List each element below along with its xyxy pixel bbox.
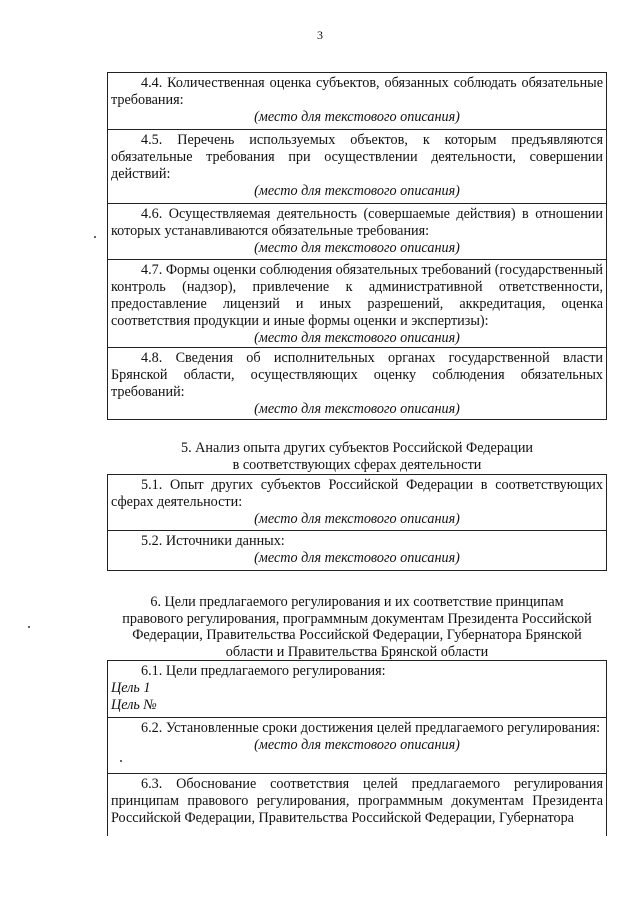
goal-n: Цель № [111,697,157,713]
scan-speck [94,236,96,238]
item-4-6-text: 4.6. Осуществляемая деятельность (совершаемые действия) в отношении которых устанавливаются обязательные требования: [111,206,603,239]
item-4-7 [108,259,606,347]
item-6-1 [108,661,606,717]
item-5-2-placeholder: (место для текстового описания) [254,550,460,566]
item-4-6-placeholder: (место для текстового описания) [254,240,460,256]
item-5-2-text: 5.2. Источники данных: [141,533,285,549]
item-4-8-text: 4.8. Сведения об исполнительных органах государственной власти Брянской области, осуществляющих оценку соблюдения обязательных требований: [111,350,603,400]
section5-table [107,474,607,571]
item-6-2 [108,717,606,773]
page-number: 3 [317,28,323,42]
item-4-5-placeholder: (место для текстового описания) [254,183,460,199]
item-6-3 [108,773,606,835]
item-4-4-text: 4.4. Количественная оценка субъектов, обязанных соблюдать обязательные требования: [111,75,603,108]
scan-speck [120,760,122,762]
section5-title [107,440,607,473]
item-5-1-placeholder: (место для текстового описания) [254,511,460,527]
section6-title [107,594,607,660]
item-4-8-placeholder: (место для текстового описания) [254,401,460,417]
item-4-7-text: 4.7. Формы оценки соблюдения обязательных требований (государственный контроль (надзор), привлечение к административной ответственности, предоставление лицензий и иных разрешений, аккредитация, оценка соответствия продукции и иные формы оценки и экспертизы): [111,262,603,329]
item-5-2 [108,530,606,570]
section6-title-line3: Федерации, Правительства Российской Федерации, Губернатора Брянской [132,627,582,643]
item-5-1 [108,475,606,530]
item-4-8 [108,347,606,419]
item-4-4 [108,73,606,129]
section4-table [107,72,607,420]
item-5-1-text: 5.1. Опыт других субъектов Российской Федерации в соответствующих сферах деятельности: [111,477,603,510]
item-4-5-text: 4.5. Перечень используемых объектов, к которым предъявляются обязательные требования при осуществлении деятельности, совершении действий: [111,132,603,182]
section6-table [107,660,607,836]
section5-title-line1: 5. Анализ опыта других субъектов Российской Федерации [180,440,534,456]
section6-title-line4: области и Правительства Брянской области [225,643,489,660]
item-6-2-text: 6.2. Установленные сроки достижения целей предлагаемого регулирования: [141,720,601,736]
section5-title-line2: в соответствующих сферах деятельности [232,456,482,473]
item-6-1-text: 6.1. Цели предлагаемого регулирования: [141,663,386,679]
section6-title-line2: правового регулирования, программным документам Президента Российской [122,610,592,627]
scan-speck [28,626,30,628]
item-4-4-placeholder: (место для текстового описания) [254,109,460,125]
item-4-5 [108,129,606,203]
section6-title-line1: 6. Цели предлагаемого регулирования и их соответствие принципам [150,594,564,610]
item-4-6 [108,203,606,259]
item-4-7-placeholder: (место для текстового описания) [254,330,460,346]
item-6-3-text: 6.3. Обоснование соответствия целей предлагаемого регулирования принципам правового регулирования, программным документам Президента Российской Федерации, Правительства Российской Федерации, Губернатора [111,776,603,826]
item-6-2-placeholder: (место для текстового описания) [254,737,460,753]
goal-1: Цель 1 [111,680,151,696]
